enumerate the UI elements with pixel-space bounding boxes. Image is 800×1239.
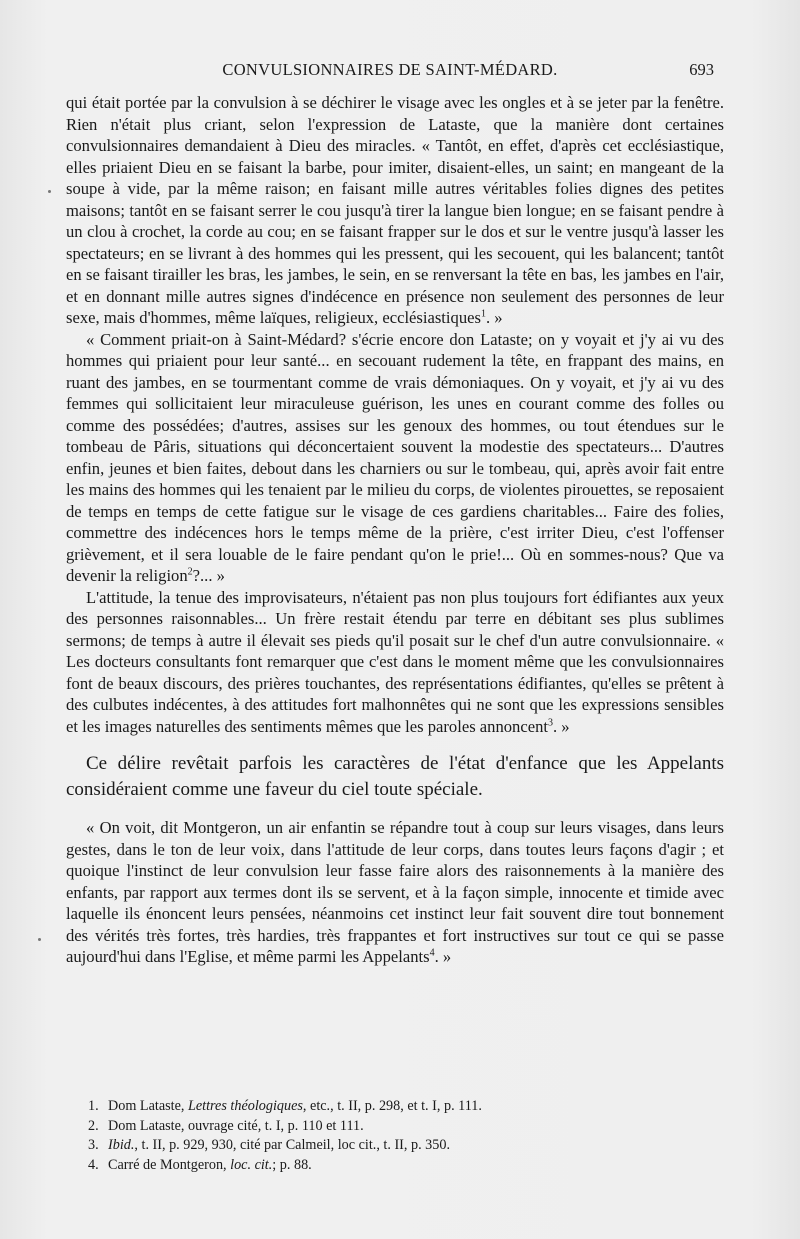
paragraph-5-tail: . » xyxy=(434,947,452,966)
paragraph-3 xyxy=(66,587,724,738)
paragraph-3-tail: . » xyxy=(553,716,570,736)
footnote-title: Ibid. xyxy=(108,1137,135,1153)
footnote-title: loc. cit. xyxy=(230,1156,273,1173)
footnote-text: Carré de Montgeron, xyxy=(108,1156,231,1173)
footnote-ref-2: 2 xyxy=(187,566,193,578)
footnote-title: Lettres théologiques xyxy=(187,1098,303,1114)
footnote-text: ; p. 88. xyxy=(272,1156,312,1173)
paragraph-1-text: qui était portée par la convulsion à se déchirer le visage avec les ongles et à se jeter par la fenêtre. Rien n'était plus criant, selon l'expression de Lataste, que la manière dont certaines convulsionnaires demandaient à Dieu des miracles. « Tantôt, en effet, d'après cet ecclésiastique, elles priaient Dieu en se faisant la barbe, pour imiter, disaient-elles, un saint; en mangeant de la soupe à vide, par la même raison; en faisant mille autres véritables folies dignes des petites maisons; tantôt en se faisant serrer le cou jusqu'à tirer la langue bien longue; en se faisant pendre à un clou à crochet, la corde au cou; en se faisant frapper sur le dos et sur le ventre jusqu'à lasser les spectateurs; en se livrant à des hommes qui les pressent, qui les secouent, qui les balancent; tantôt en se faisant tirailler les bras, les jambes, le sein, en se renversant la tête en bas, les jambes en l'air, et en donnant mille autres signes d'indécence en présence non seulement des personnes de leur sexe, mais d'hommes, même laïques, religieux, ecclésiastiques xyxy=(66,93,724,327)
paragraph-1-tail: . » xyxy=(485,308,503,327)
footnote-text: Dom Lataste, ouvrage cité, t. I, p. 110 et 111. xyxy=(108,1117,364,1134)
footnotes xyxy=(88,1097,708,1175)
footnote-3 xyxy=(88,1136,708,1156)
page-number: 693 xyxy=(689,60,714,79)
footnote-number: 1. xyxy=(88,1098,99,1114)
body-text xyxy=(66,92,724,968)
paragraph-5 xyxy=(66,817,724,968)
page-header xyxy=(66,60,714,84)
paragraph-5-text: « On voit, dit Montgeron, un air enfantin se répandre tout à coup sur leurs visages, dans leurs gestes, dans le ton de leur voix, dans l'attitude de leur corps, dans toutes leurs façons d'agir ; et quoique l'instinct de leur convulsion leur fasse faire alors des raisonnements à la manière des enfants, par rapport aux termes dont ils se servent, et à la façon simple, innocente et timide avec laquelle ils énoncent leurs pensées, néanmoins cet instinct leur fait souvent dire tout bonnement des vérités très fortes, très hardies, très frappantes et fort instructives sur tout ce qui se passe aujourd'hui dans l'Eglise, et même parmi les Appelants xyxy=(66,818,724,966)
paragraph-3-text: L'attitude, la tenue des improvisateurs, n'étaient pas non plus toujours fort édifiantes aux yeux des personnes raisonnables... Un frère restait étendu par terre en débitant ses plus sublimes sermons; de temps à autre il élevait ses pieds qu'il posait sur le chef d'un autre convulsionnaire. « Les docteurs consultants font remarquer que c'est dans le moment même que les convulsionnaires font de beaux discours, des prières touchantes, des représentations édifiantes, qu'elles se prêtent à des culbutes indécentes, à des attitudes fort malhonnêtes qui ne sont que les expressions sensibles et les images naturelles des sentiments mêmes que les paroles annoncent xyxy=(66,587,724,736)
paper-speck xyxy=(38,938,41,941)
footnote-4 xyxy=(88,1156,708,1176)
footnote-text: Dom Lataste, xyxy=(108,1098,188,1114)
footnote-number: 3. xyxy=(88,1137,99,1153)
paragraph-2-tail: ?... » xyxy=(192,566,225,585)
paragraph-2 xyxy=(66,329,724,587)
paragraph-4-text: Ce délire revêtait parfois les caractères de l'état d'enfance que les Appelants considéraient comme une faveur du ciel toute spéciale. xyxy=(66,753,724,800)
running-title: CONVULSIONNAIRES DE SAINT-MÉDARD. xyxy=(222,60,558,79)
footnote-2 xyxy=(88,1117,708,1137)
paragraph-4 xyxy=(66,751,724,803)
paragraph-2-text: « Comment priait-on à Saint-Médard? s'écrie encore don Lataste; on y voyait et j'y ai vu des hommes qui priaient pour leur santé... en secouant rudement la tête, en frappant des mains, en ruant des jambes, en se tourmentant comme de vrais démoniaques. On y voyait, et j'y ai vu des femmes qui sollicitaient leur miraculeuse guérison, les unes en courant comme des folles ou comme des possédées; d'autres, assises sur les genoux des hommes, ou tout étendues sur le tombeau de Pâris, situations qui déconcertaient souvent la modestie des spectateurs... D'autres enfin, jeunes et bien faites, debout dans les charniers ou sur le tombeau, qui, après avoir fait entre les mains des hommes qui les tenaient par le milieu du corps, de violentes pirouettes, se reposaient de temps en temps de cette fatigue sur le visage de ces gardiens charitables... Faire des folies, commettre des indécences hors le temps même de la prière, c'est irriter Dieu, c'est l'offenser grièvement, et il sera louable de le faire pendant qu'on le prie!... Où en sommes-nous? Que va devenir la religion xyxy=(66,329,724,585)
paragraph-1 xyxy=(66,92,724,329)
footnote-number: 4. xyxy=(88,1156,99,1173)
footnote-ref-3: 3 xyxy=(548,716,553,728)
footnote-text: , etc., t. II, p. 298, et t. I, p. 111. xyxy=(302,1098,482,1114)
paper-speck xyxy=(48,190,51,193)
footnote-text: , t. II, p. 929, 930, cité par Calmeil, loc cit., t. II, p. 350. xyxy=(134,1137,451,1153)
footnote-ref-4: 4 xyxy=(429,947,435,959)
footnote-1 xyxy=(88,1097,708,1117)
footnote-ref-1: 1 xyxy=(480,308,486,320)
footnote-number: 2. xyxy=(88,1117,99,1134)
